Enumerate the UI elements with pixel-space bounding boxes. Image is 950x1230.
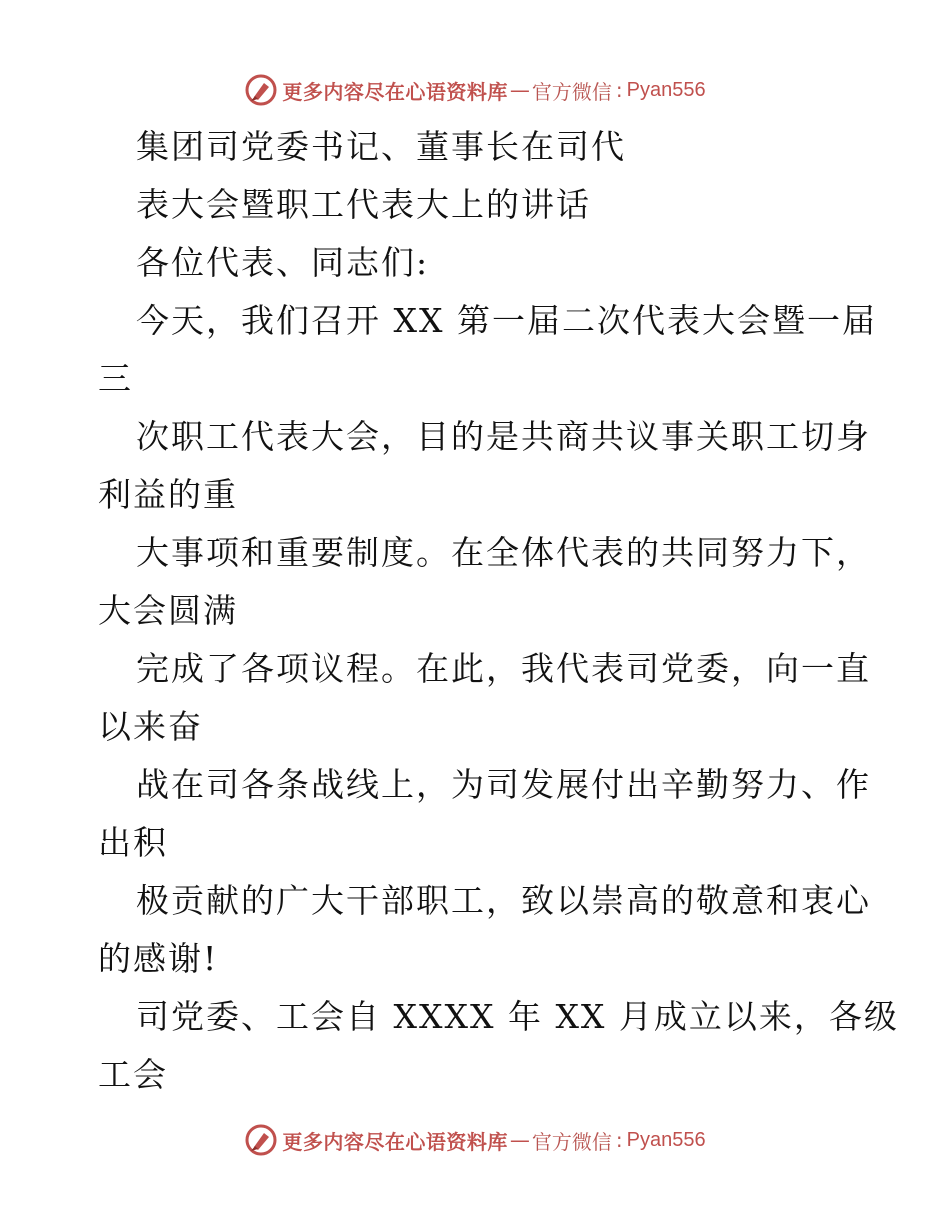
paragraph-line: 工会 [98, 1055, 168, 1094]
banner-wechat-label: 官方微信 [531, 79, 612, 104]
banner-wechat-id: Pyan556 [626, 78, 706, 101]
paragraph-line: 司党委、工会自 XXXX 年 XX 月成立以来，各级 [136, 997, 899, 1036]
banner-dash: — [509, 1128, 530, 1152]
banner-dash: — [509, 78, 530, 102]
paragraph-line: 大会圆满 [98, 591, 238, 630]
paragraph-line: 大事项和重要制度。在全体代表的共同努力下， [136, 533, 871, 572]
banner-title: 更多内容尽在心语资料库 [282, 1129, 508, 1154]
paragraph-line: 极贡献的广大干部职工，致以崇高的敬意和衷心 [136, 881, 871, 920]
salutation: 各位代表、同志们: [136, 243, 430, 282]
document-title-line-1: 集团司党委书记、董事长在司代 [136, 127, 626, 166]
header-banner [0, 70, 950, 110]
banner-separator: : [615, 78, 623, 102]
paragraph-line: 战在司各条战线上，为司发展付出辛勤努力、作 [136, 765, 871, 804]
document-title-line-2: 表大会暨职工代表大上的讲话 [136, 185, 591, 224]
banner-wechat-label: 官方微信 [531, 1129, 612, 1154]
banner-title: 更多内容尽在心语资料库 [282, 79, 508, 104]
footer-banner [0, 1120, 950, 1160]
paragraph-line: 利益的重 [98, 475, 238, 514]
paragraph-line: 出积 [98, 823, 168, 862]
paragraph-line: 今天，我们召开 XX 第一届二次代表大会暨一届 [136, 301, 877, 340]
banner-wechat-id: Pyan556 [626, 1128, 706, 1151]
paragraph-line: 的感谢! [98, 939, 219, 978]
paragraph-line: 次职工代表大会，目的是共商共议事关职工切身 [136, 417, 871, 456]
pen-nib-logo-icon [244, 1123, 278, 1157]
paragraph-line: 以来奋 [98, 707, 203, 746]
paragraph-line: 三 [98, 359, 133, 398]
paragraph-line: 完成了各项议程。在此，我代表司党委，向一直 [136, 649, 871, 688]
pen-nib-logo-icon [244, 73, 278, 107]
banner-separator: : [615, 1128, 623, 1152]
